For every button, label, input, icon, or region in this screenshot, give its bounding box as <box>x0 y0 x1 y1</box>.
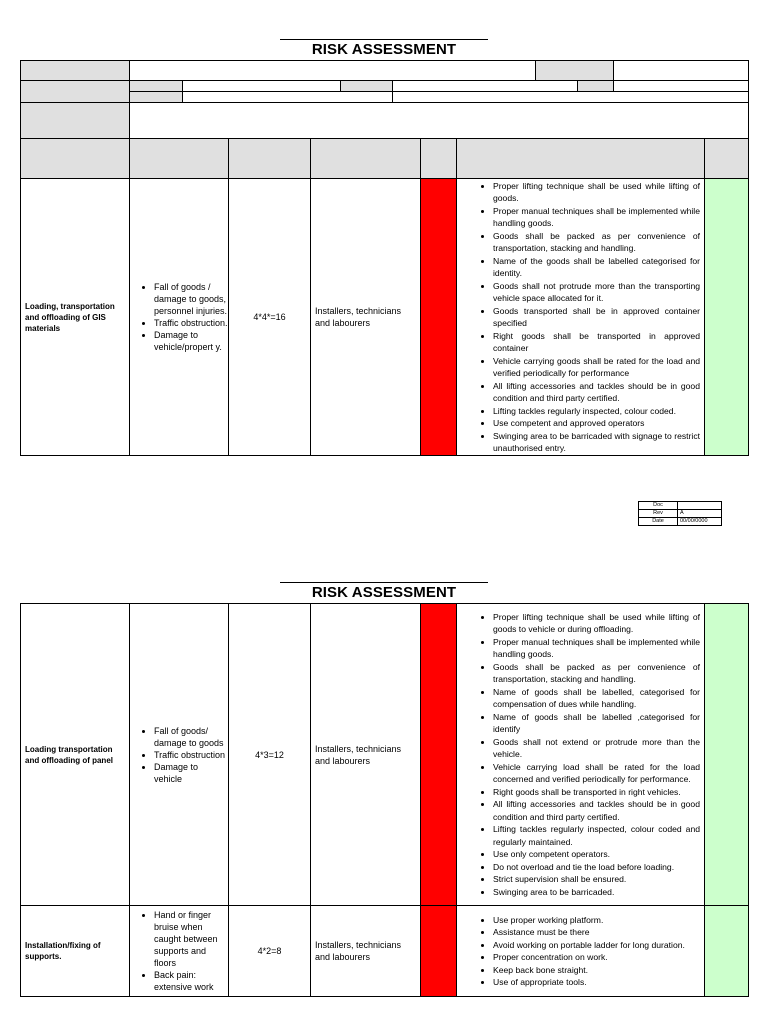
hazard-item: • Back pain: extensive work <box>154 969 228 993</box>
hazard-item: • Fall of goods / damage to goods, personnel injuries. <box>154 281 228 317</box>
control-item: • Goods transported shall be in approved container specified <box>493 305 700 330</box>
hazard-item: • Fall of goods/ damage to goods <box>154 725 228 749</box>
control-item: • Right goods shall be transported in approved container <box>493 330 700 355</box>
header-label-cell <box>21 81 130 103</box>
risk-level-indicator <box>421 604 457 906</box>
title-rule <box>280 39 488 40</box>
control-item: • Goods shall not protrude more than the transporting vehicle space allocated for it. <box>493 280 700 305</box>
control-item: • Use only competent operators. <box>493 848 700 861</box>
persons-at-risk-cell: Installers, technicians and labourers <box>311 906 421 997</box>
activity-cell: Loading transportation and offloading of panel <box>21 604 130 906</box>
date-value: 00/00/0000 <box>678 518 722 526</box>
control-item: • Use of appropriate tools. <box>493 976 700 989</box>
title-rule <box>280 582 488 583</box>
control-measures-cell <box>457 906 705 997</box>
control-item: • Goods shall not extend or protrude more than the vehicle. <box>493 736 700 761</box>
header-field <box>183 81 341 92</box>
control-list <box>457 611 704 899</box>
page1-title: RISK ASSESSMENT <box>311 41 457 58</box>
control-item: • Swinging area to be barricaded. <box>493 886 700 899</box>
hazard-item: • Hand or finger bruise when caught between supports and floors <box>154 909 228 969</box>
page2-risk-table <box>20 603 749 997</box>
column-header-cell <box>421 139 457 179</box>
header-field <box>130 61 536 81</box>
control-item: • Proper manual techniques shall be implemented while handling goods. <box>493 205 700 230</box>
activity-cell: Installation/fixing of supports. <box>21 906 130 997</box>
control-item: • Name of the goods shall be labelled categorised for identity. <box>493 255 700 280</box>
residual-risk-indicator <box>705 906 749 997</box>
hazards-cell <box>130 906 229 997</box>
column-header-cell <box>229 139 311 179</box>
header-field <box>614 61 749 81</box>
doc-label: Doc <box>639 502 678 510</box>
column-header-cell <box>705 139 749 179</box>
header-label-cell <box>536 61 614 81</box>
risk-rating-cell: 4*4*=16 <box>229 179 311 456</box>
control-item: • Assistance must be there <box>493 926 700 939</box>
hazard-list <box>130 281 228 353</box>
date-label: Date <box>639 518 678 526</box>
hazards-cell <box>130 604 229 906</box>
rev-value: A <box>678 510 722 518</box>
control-list <box>457 180 704 455</box>
control-item: • Goods shall be packed as per convenience of transportation, stacking and handling. <box>493 230 700 255</box>
control-item: • Lifting tackles regularly inspected, colour coded and regularly maintained. <box>493 823 700 848</box>
hazard-list <box>130 725 228 785</box>
risk-level-indicator <box>421 179 457 456</box>
control-item: • Use competent and approved operators <box>493 417 700 430</box>
control-item: • Proper lifting technique shall be used while lifting of goods to vehicle or during offloading. <box>493 611 700 636</box>
control-item: • Name of goods shall be labelled ,categorised for identify <box>493 711 700 736</box>
header-field <box>183 92 393 103</box>
column-header-cell <box>130 139 229 179</box>
control-item: • Avoid working on portable ladder for long duration. <box>493 939 700 952</box>
page2-title-block <box>280 582 488 601</box>
page1-header-grid <box>20 60 749 139</box>
header-field <box>393 92 749 103</box>
column-header-row <box>21 139 749 179</box>
risk-rating-cell: 4*3=12 <box>229 604 311 906</box>
doc-info-box <box>638 501 722 526</box>
column-header-cell <box>311 139 421 179</box>
table-row <box>21 604 749 906</box>
column-header-cell <box>21 139 130 179</box>
control-item: • Proper concentration on work. <box>493 951 700 964</box>
hazard-item: • Damage to vehicle <box>154 761 228 785</box>
risk-rating-cell: 4*2=8 <box>229 906 311 997</box>
table-row <box>21 906 749 997</box>
control-measures-cell <box>457 179 705 456</box>
control-item: • All lifting accessories and tackles should be in good condition and third party certified. <box>493 380 700 405</box>
hazard-item: • Traffic obstruction. <box>154 317 228 329</box>
residual-risk-indicator <box>705 179 749 456</box>
control-item: • Do not overload and tie the load before loading. <box>493 861 700 874</box>
header-field <box>614 81 749 92</box>
control-item: • Proper lifting technique shall be used while lifting of goods. <box>493 180 700 205</box>
page1-risk-table <box>20 138 749 456</box>
hazard-item: • Damage to vehicle/propert y. <box>154 329 228 353</box>
column-header-cell <box>457 139 705 179</box>
hazard-item: • Traffic obstruction <box>154 749 228 761</box>
page2-title: RISK ASSESSMENT <box>311 584 457 601</box>
doc-value <box>678 502 722 510</box>
header-label-cell <box>341 81 393 92</box>
header-field <box>393 81 578 92</box>
control-item: • Right goods shall be transported in right vehicles. <box>493 786 700 799</box>
header-label-cell <box>21 61 130 81</box>
header-label-cell <box>130 92 183 103</box>
hazards-cell <box>130 179 229 456</box>
header-field <box>130 103 749 139</box>
rev-label: Rev <box>639 510 678 518</box>
control-item: • Name of goods shall be labelled, categorised for compensation of dues while handling. <box>493 686 700 711</box>
control-item: • Vehicle carrying load shall be rated for the load concerned and verified periodically for performance. <box>493 761 700 786</box>
control-measures-cell <box>457 604 705 906</box>
control-item: • Proper manual techniques shall be implemented while handling goods. <box>493 636 700 661</box>
residual-risk-indicator <box>705 604 749 906</box>
hazard-list <box>130 909 228 993</box>
control-item: • Strict supervision shall be ensured. <box>493 873 700 886</box>
header-label-cell <box>21 103 130 139</box>
control-item: • Lifting tackles regularly inspected, colour coded. <box>493 405 700 418</box>
risk-level-indicator <box>421 906 457 997</box>
control-item: • Use proper working platform. <box>493 914 700 927</box>
control-item: • Goods shall be packed as per convenience of transportation, stacking and handling. <box>493 661 700 686</box>
table-row <box>21 179 749 456</box>
activity-cell: Loading, transportation and offloading of GIS materials <box>21 179 130 456</box>
header-label-cell <box>578 81 614 92</box>
header-label-cell <box>130 81 183 92</box>
page1-title-block <box>280 39 488 58</box>
control-item: • All lifting accessories and tackles should be in good condition and third party certified. <box>493 798 700 823</box>
control-list <box>457 914 704 989</box>
persons-at-risk-cell: Installers, technicians and labourers <box>311 604 421 906</box>
control-item: • Vehicle carrying goods shall be rated for the load and verified periodically for performance <box>493 355 700 380</box>
persons-at-risk-cell: Installers, technicians and labourers <box>311 179 421 456</box>
control-item: • Swinging area to be barricaded with signage to restrict unauthorised entry. <box>493 430 700 455</box>
control-item: • Keep back bone straight. <box>493 964 700 977</box>
